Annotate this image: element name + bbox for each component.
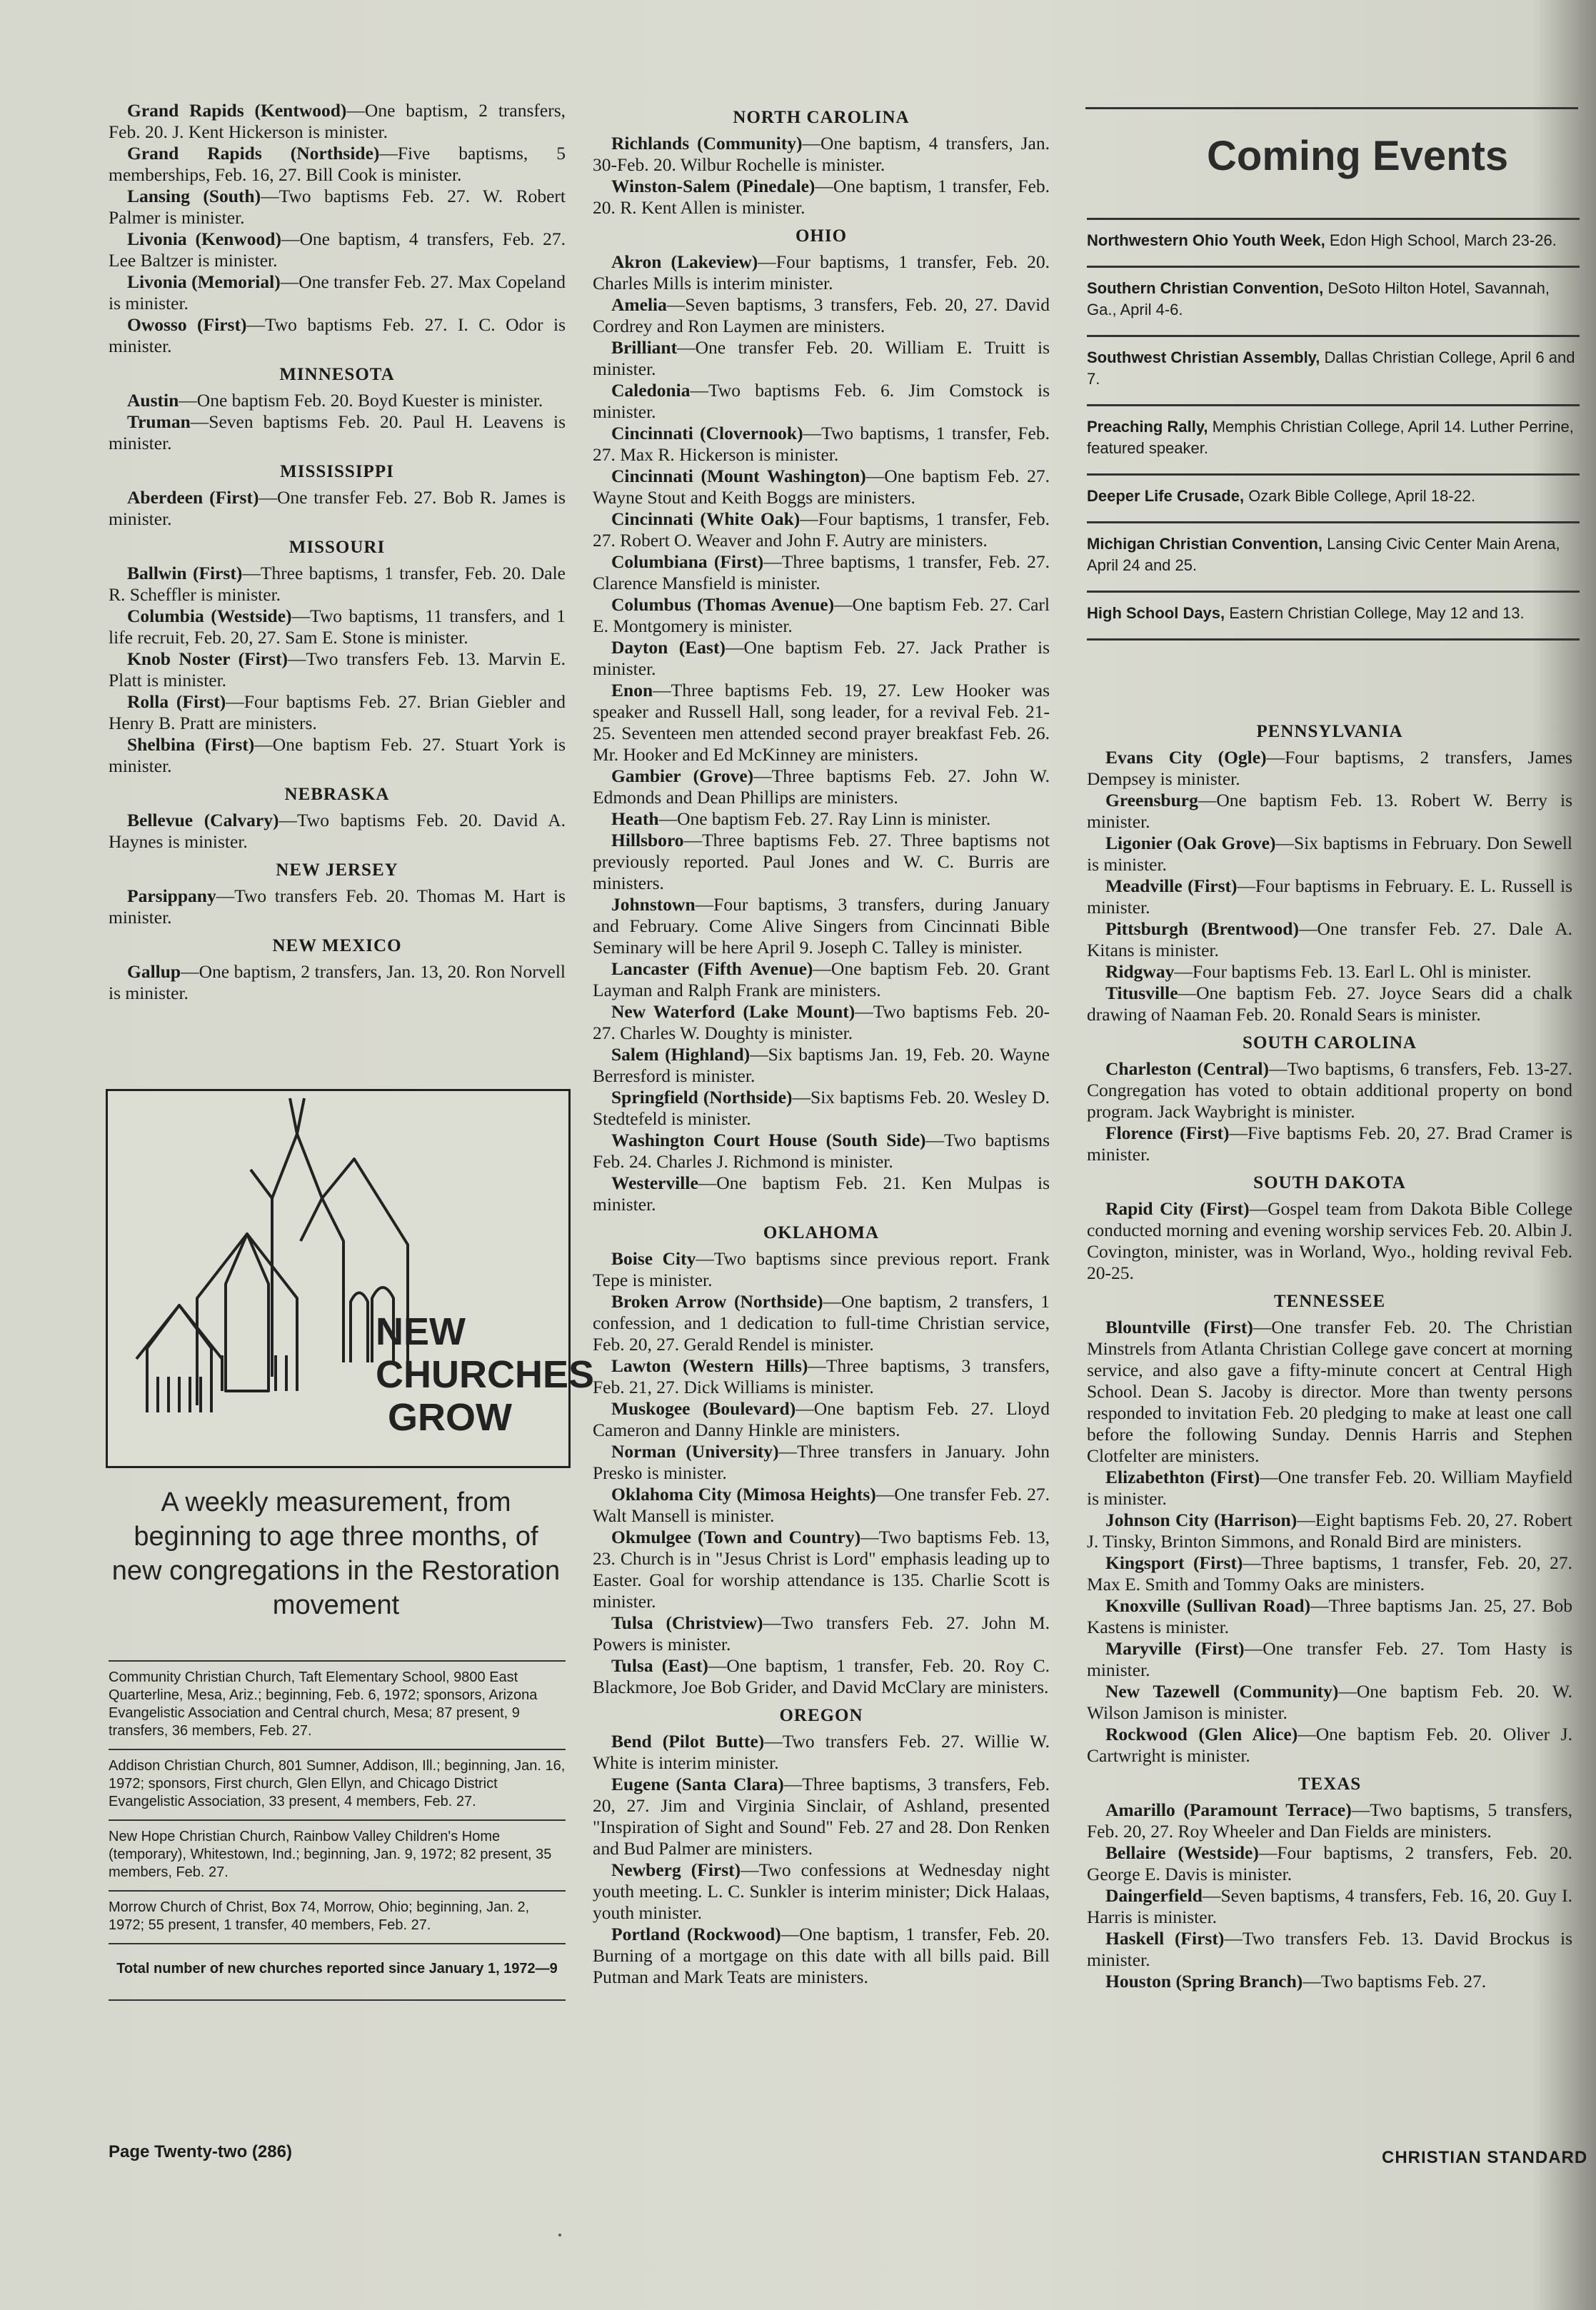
church-name: Muskogee (Boulevard)	[611, 1398, 796, 1419]
church-report-text: —Two transfers Feb. 20. Thomas M. Hart is minister.	[109, 885, 566, 928]
church-name: Cincinnati (Mount Washington)	[611, 466, 866, 486]
church-name: Livonia (Memorial)	[127, 271, 281, 292]
church-report-text: —One transfer Feb. 20. The Christian Minstrels from Atlanta Christian College gave concert at morning service, and also gave a fifty-minute concert at Central High School. Dean S. Jacoby is director. More than twenty persons responded to invitation Feb. 20 pledging to make at least one call before the following Sunday. Dennis Harris and Stephen Clotfelter are ministers.	[1087, 1317, 1572, 1466]
church-report-text: —Five baptisms Feb. 20, 27. Brad Cramer is minister.	[1087, 1123, 1572, 1165]
church-name: Pittsburgh (Brentwood)	[1105, 918, 1299, 939]
church-report	[593, 1731, 1050, 1774]
church-name: Meadville (First)	[1105, 875, 1238, 896]
church-report-text: —Three baptisms Feb. 27. Three baptisms not previously reported. Paul Jones and W. C. Burris are ministers.	[593, 830, 1050, 893]
church-name: Richlands (Community)	[611, 133, 803, 154]
church-report-text: —One baptism Feb. 20. W. Wilson Jamison is minister.	[1087, 1681, 1573, 1723]
church-name: Truman	[127, 411, 191, 432]
church-report-text: —One transfer Feb. 27. Dale A. Kitans is minister.	[1087, 918, 1573, 960]
church-report	[109, 100, 566, 143]
church-name: Johnstown	[611, 894, 696, 915]
church-report-text: —One baptism, 1 transfer, Feb. 20. R. Kent Allen is minister.	[593, 176, 1050, 218]
church-report	[109, 186, 566, 229]
church-report	[593, 294, 1050, 337]
church-report	[593, 1398, 1050, 1441]
church-name: Johnson City (Harrison)	[1105, 1510, 1298, 1530]
logo-line-2: CHURCHES	[376, 1353, 595, 1396]
church-report-text: —Two baptisms, 5 transfers, Feb. 20, 27. Roy Wheeler and Dan Fields are ministers.	[1087, 1799, 1572, 1842]
church-report	[109, 563, 566, 606]
church-report	[593, 1172, 1050, 1215]
event-item	[1087, 591, 1580, 641]
church-report-text: —One baptism Feb. 20. Oliver J. Cartwright is minister.	[1087, 1724, 1572, 1766]
event-name: Deeper Life Crusade,	[1087, 487, 1249, 505]
church-report	[109, 314, 566, 357]
church-report-text: —Two baptisms Feb. 27. W. Robert Palmer is minister.	[109, 186, 566, 228]
church-report-text: —One baptism Feb. 27. Stuart York is minister.	[109, 734, 566, 776]
state-heading: SOUTH DAKOTA	[1253, 1173, 1406, 1192]
church-report	[1087, 1638, 1572, 1681]
church-report	[593, 765, 1050, 808]
church-report-text: —Two baptisms Feb. 24. Charles J. Richmond is minister.	[593, 1130, 1050, 1172]
church-report-text: —Three baptisms, 1 transfer, Feb. 20, 27. Max E. Smith and Tommy Oaks are ministers.	[1087, 1552, 1572, 1595]
new-churches-caption: A weekly measurement, from beginning to age three months, of new congregations in the Restoration movement	[111, 1487, 561, 1620]
church-report-text: —Four baptisms in February. E. L. Russell is minister.	[1087, 875, 1572, 918]
church-report	[1087, 961, 1572, 983]
church-name: Lancaster (Fifth Avenue)	[611, 958, 813, 979]
church-report-text: —Two baptisms Feb. 6. Jim Comstock is minister.	[593, 380, 1050, 422]
new-church-item: Addison Christian Church, 801 Sumner, Addison, Ill.; beginning, Jan. 16, 1972; sponsors, First church, Glen Ellyn, and Chicago District Evangelistic Association, 33 present, 4 members, Feb. 27.	[109, 1749, 566, 1819]
church-report-text: —One transfer Feb. 20. William Mayfield is minister.	[1087, 1467, 1572, 1509]
state-heading: NEW JERSEY	[276, 860, 398, 880]
new-church-item: Community Christian Church, Taft Elementary School, 9800 East Quarterline, Mesa, Ariz.; beginning, Feb. 6, 1972; sponsors, Arizona Evangelistic Association and Central church, Mesa; 87 present, 9 transfers, 36 members, Feb. 27.	[109, 1660, 566, 1749]
church-name: Knoxville (Sullivan Road)	[1105, 1595, 1311, 1616]
church-report	[593, 1044, 1050, 1087]
church-report-text: —Four baptisms Feb. 27. Brian Giebler and Henry B. Pratt are ministers.	[109, 691, 566, 733]
church-report-text: —One baptism Feb. 20. Grant Layman and Ralph Frank are ministers.	[593, 958, 1050, 1000]
church-report-text: —One baptism Feb. 27. Lloyd Cameron and Danny Hinkle are ministers.	[593, 1398, 1050, 1440]
church-name: Cincinnati (Clovernook)	[611, 423, 803, 443]
state-heading: NEBRASKA	[284, 785, 390, 804]
church-report-text: —Two confessions at Wednesday night youth meeting. L. C. Sunkler is interim minister; Dick Halaas, youth minister.	[593, 1859, 1050, 1923]
state-heading: OHIO	[795, 226, 848, 246]
event-name: High School Days,	[1087, 604, 1230, 622]
event-detail: Ozark Bible College, April 18-22.	[1248, 487, 1476, 505]
state-heading: NEW MEXICO	[272, 936, 402, 955]
church-name: New Tazewell (Community)	[1105, 1681, 1339, 1702]
event-name: Northwestern Ohio Youth Week,	[1087, 231, 1330, 249]
church-report-text: —Two baptisms, 11 transfers, and 1 life recruit, Feb. 20, 27. Sam E. Stone is minister.	[109, 606, 566, 648]
church-name: New Waterford (Lake Mount)	[611, 1001, 855, 1022]
church-report-text: —Seven baptisms Feb. 20. Paul H. Leavens is minister.	[109, 411, 566, 453]
church-name: Daingerfield	[1105, 1885, 1203, 1906]
church-name: Tulsa (Christview)	[611, 1612, 763, 1633]
church-report-text: —Two baptisms Feb. 20. David A. Haynes is minister.	[109, 810, 566, 852]
church-name: Enon	[611, 680, 653, 700]
church-name: Ridgway	[1105, 961, 1175, 982]
church-report	[593, 1484, 1050, 1527]
church-name: Livonia (Kenwood)	[127, 229, 281, 249]
state-heading: TENNESSEE	[1273, 1292, 1386, 1311]
church-name: Parsippany	[127, 885, 216, 906]
new-church-item: New Hope Christian Church, Rainbow Valley Children's Home (temporary), Whitestown, Ind.; beginning, Jan. 9, 1972; 82 present, 35 members, Feb. 27.	[109, 1819, 566, 1890]
church-name: Dayton (East)	[611, 637, 726, 658]
page-number: Page Twenty-two (286)	[109, 2142, 292, 2161]
church-report	[593, 551, 1050, 594]
church-report-text: —Four baptisms, 1 transfer, Feb. 27. Robert O. Weaver and John F. Autry are ministers.	[593, 508, 1050, 551]
church-report	[109, 810, 566, 853]
church-report	[593, 1001, 1050, 1044]
event-item	[1087, 266, 1580, 335]
church-report-text: —Four baptisms, 2 transfers, Feb. 20. George E. Davis is minister.	[1087, 1842, 1573, 1884]
church-report-text: —One baptism Feb. 27. Carl E. Montgomery is minister.	[593, 594, 1050, 636]
church-name: Gambier (Grove)	[611, 765, 754, 786]
logo-line-1: NEW	[376, 1310, 466, 1353]
church-report	[593, 594, 1050, 637]
church-name: Grand Rapids (Kentwood)	[127, 100, 347, 121]
church-report	[593, 1355, 1050, 1398]
church-name: Grand Rapids (Northside)	[127, 143, 380, 164]
event-name: Michigan Christian Convention,	[1087, 535, 1328, 553]
church-report	[593, 251, 1050, 294]
church-name: Maryville (First)	[1105, 1638, 1245, 1659]
column-right	[1087, 714, 1572, 1992]
church-report	[1087, 1058, 1572, 1123]
church-report	[109, 691, 566, 734]
church-report	[593, 808, 1050, 830]
church-report-text: —Four baptisms, 3 transfers, during January and February. Come Alive Singers from Cincinnati Bible Seminary will be here April 9. Joseph C. Talley is minister.	[593, 894, 1050, 958]
church-report-text: —Four baptisms, 2 transfers, James Dempsey is minister.	[1087, 747, 1572, 789]
church-name: Owosso (First)	[127, 314, 247, 335]
church-report-text: —One baptism, 4 transfers, Feb. 27. Lee Baltzer is minister.	[109, 229, 566, 271]
church-report-text: —Two baptisms since previous report. Frank Tepe is minister.	[593, 1248, 1050, 1290]
church-name: Springfield (Northside)	[611, 1087, 793, 1108]
church-report-text: —Six baptisms Feb. 20. Wesley D. Stedtefeld is minister.	[593, 1087, 1050, 1129]
church-name: Broken Arrow (Northside)	[611, 1291, 823, 1312]
church-report	[593, 337, 1050, 380]
church-report-text: —One baptism Feb. 20. Boyd Kuester is minister.	[179, 390, 543, 411]
church-report-text: —One baptism Feb. 27. Ray Linn is minister.	[658, 808, 991, 829]
event-name: Southern Christian Convention,	[1087, 279, 1328, 297]
church-name: Columbia (Westside)	[127, 606, 292, 626]
state-heading: SOUTH CAROLINA	[1243, 1033, 1417, 1053]
church-report-text: —Two baptisms Feb. 27.	[1303, 1971, 1487, 1992]
coming-events-title: Coming Events	[1207, 133, 1509, 179]
church-name: Portland (Rockwood)	[611, 1924, 781, 1944]
state-heading: MINNESOTA	[279, 365, 395, 384]
event-name: Southwest Christian Assembly,	[1087, 348, 1325, 366]
church-name: Evans City (Ogle)	[1105, 747, 1267, 768]
church-report-text: —Seven baptisms, 3 transfers, Feb. 20, 27. David Cordrey and Ron Laymen are ministers.	[593, 294, 1050, 336]
church-report	[1087, 747, 1572, 790]
church-name: Washington Court House (South Side)	[611, 1130, 926, 1150]
coming-events-list	[1087, 218, 1580, 641]
church-report	[1087, 1842, 1572, 1885]
church-name: Kingsport (First)	[1105, 1552, 1243, 1573]
church-report-text: —Five baptisms, 5 memberships, Feb. 16, 27. Bill Cook is minister.	[109, 143, 566, 185]
church-report-text: —Three baptisms Feb. 27. John W. Edmonds and Dean Phillips are ministers.	[593, 765, 1050, 808]
event-detail: DeSoto Hilton Hotel, Savannah, Ga., April 4-6.	[1087, 279, 1550, 318]
church-report	[593, 1130, 1050, 1172]
speck	[558, 2234, 561, 2236]
church-report-text: —One baptism, 2 transfers, Feb. 20. J. Kent Hickerson is minister.	[109, 100, 566, 142]
state-heading: NORTH CAROLINA	[733, 108, 910, 127]
church-name: Florence (First)	[1105, 1123, 1230, 1143]
church-name: Westerville	[611, 1172, 698, 1193]
church-name: Knob Noster (First)	[127, 648, 288, 669]
column-middle	[593, 100, 1050, 1988]
event-detail: Lansing Civic Center Main Arena, April 24 and 25.	[1087, 535, 1560, 574]
logo-line-3: GROW	[388, 1396, 512, 1439]
church-report	[1087, 1317, 1572, 1467]
church-report	[593, 1248, 1050, 1291]
new-churches-list	[109, 1660, 566, 2001]
church-report-text: —One baptism, 2 transfers, 1 confession, and 1 dedication to full-time Christian service, Feb. 20, 27. Gerald Rendel is minister.	[593, 1291, 1050, 1355]
church-report	[1087, 875, 1572, 918]
church-report	[109, 606, 566, 648]
church-name: Blountville (First)	[1105, 1317, 1253, 1337]
church-report	[1087, 1467, 1572, 1510]
church-report-text: —One baptism Feb. 21. Ken Mulpas is minister.	[593, 1172, 1050, 1215]
church-report	[1087, 1595, 1572, 1638]
church-report-text: —One baptism Feb. 27. Jack Prather is minister.	[593, 637, 1050, 679]
church-name: Columbus (Thomas Avenue)	[611, 594, 835, 615]
event-item	[1087, 404, 1580, 473]
church-report	[593, 894, 1050, 958]
event-item	[1087, 335, 1580, 404]
event-detail: Edon High School, March 23-26.	[1329, 231, 1557, 249]
church-report	[1087, 983, 1572, 1025]
church-report	[593, 1612, 1050, 1655]
church-report-text: —Three baptisms, 1 transfer, Feb. 27. Clarence Mansfield is minister.	[593, 551, 1050, 593]
church-report	[1087, 1510, 1572, 1552]
church-report-text: —Three baptisms, 3 transfers, Feb. 21, 27. Dick Williams is minister.	[593, 1355, 1050, 1397]
church-report-text: —Two baptisms Feb. 13, 23. Church is in "Jesus Christ is Lord" emphasis leading up to Easter. Goal for worship attendance is 135. Charlie Scott is minister.	[593, 1527, 1050, 1612]
event-detail: Eastern Christian College, May 12 and 13.	[1229, 604, 1525, 622]
churches-illustration	[108, 1091, 595, 1466]
church-report	[109, 648, 566, 691]
church-report-text: —Eight baptisms Feb. 20, 27. Robert J. Tinsky, Brinton Simmons, and Ronald Bird are ministers.	[1087, 1510, 1572, 1552]
church-report-text: —One baptism Feb. 27. Joyce Sears did a chalk drawing of Naaman Feb. 20. Ronald Sears is minister.	[1087, 983, 1572, 1025]
church-report	[593, 1441, 1050, 1484]
church-report	[593, 1924, 1050, 1988]
church-name: Ballwin (First)	[127, 563, 243, 583]
church-name: Greensburg	[1105, 790, 1198, 810]
church-name: Heath	[611, 808, 659, 829]
church-name: Bend (Pilot Butte)	[611, 1731, 765, 1752]
church-report-text: —One transfer Feb. 27. Tom Hasty is minister.	[1087, 1638, 1572, 1680]
church-report-text: —Two transfers Feb. 27. Willie W. White is interim minister.	[593, 1731, 1050, 1773]
event-detail: Dallas Christian College, April 6 and 7.	[1087, 348, 1575, 388]
church-report	[593, 176, 1050, 219]
church-report	[1087, 1123, 1572, 1165]
church-name: Ligonier (Oak Grove)	[1105, 833, 1276, 853]
church-name: Okmulgee (Town and Country)	[611, 1527, 861, 1547]
church-name: Oklahoma City (Mimosa Heights)	[611, 1484, 876, 1505]
church-name: Rapid City (First)	[1105, 1198, 1250, 1219]
church-report-text: —One baptism, 1 transfer, Feb. 20. Burning of a mortgage on this date with all bills paid. Bill Putman and Mark Teats are ministers.	[593, 1924, 1050, 1987]
state-heading: PENNSYLVANIA	[1256, 722, 1403, 741]
church-report	[109, 734, 566, 777]
church-report	[109, 961, 566, 1004]
church-report	[1087, 1885, 1572, 1928]
church-report	[593, 1774, 1050, 1859]
church-name: Salem (Highland)	[611, 1044, 751, 1065]
church-report-text: —Two baptisms, 1 transfer, Feb. 27. Max R. Hickerson is minister.	[593, 423, 1050, 465]
new-churches-grow-logo	[106, 1089, 595, 1468]
church-name: Aberdeen (First)	[127, 487, 259, 508]
church-report-text: —Four baptisms Feb. 13. Earl L. Ohl is minister.	[1174, 961, 1532, 982]
church-name: Amelia	[611, 294, 667, 315]
church-report	[109, 143, 566, 186]
church-name: Titusville	[1105, 983, 1178, 1003]
state-heading: MISSOURI	[288, 538, 386, 557]
church-name: Shelbina (First)	[127, 734, 255, 755]
church-name: Bellevue (Calvary)	[127, 810, 279, 830]
church-name: Bellaire (Westside)	[1105, 1842, 1259, 1863]
event-item	[1087, 521, 1580, 591]
church-name: Cincinnati (White Oak)	[611, 508, 800, 529]
church-report	[1087, 1198, 1572, 1284]
church-report-text: —Two baptisms, 6 transfers, Feb. 13-27. Congregation has voted to obtain additional property on bond program. Jack Waybright is minister.	[1087, 1058, 1572, 1122]
church-report	[1087, 1799, 1572, 1842]
church-report	[593, 1655, 1050, 1698]
coming-events-rule	[1085, 107, 1578, 109]
church-report-text: —Seven baptisms, 4 transfers, Feb. 16, 20. Guy I. Harris is minister.	[1087, 1885, 1572, 1927]
church-report	[593, 1291, 1050, 1355]
new-churches-total: Total number of new churches reported since January 1, 1972—9	[109, 1943, 566, 2001]
church-report	[1087, 1552, 1572, 1595]
church-report	[109, 229, 566, 271]
church-report-text: —Two baptisms Feb. 20-27. Charles W. Doughty is minister.	[593, 1001, 1050, 1043]
church-report-text: —One baptism, 4 transfers, Jan. 30-Feb. 20. Wilbur Rochelle is minister.	[593, 133, 1050, 175]
church-report	[109, 390, 566, 411]
church-report	[593, 1527, 1050, 1612]
church-report	[593, 466, 1050, 508]
church-name: Charleston (Central)	[1105, 1058, 1269, 1079]
church-report-text: —Three transfers in January. John Presko is minister.	[593, 1441, 1050, 1483]
church-name: Elizabethton (First)	[1105, 1467, 1260, 1487]
church-report-text: —One transfer Feb. 27. Walt Mansell is minister.	[593, 1484, 1050, 1526]
church-report	[1087, 1971, 1572, 1992]
church-report	[109, 411, 566, 454]
church-report	[1087, 1681, 1572, 1724]
publication-name: CHRISTIAN STANDARD	[1382, 2148, 1588, 2167]
church-name: Caledonia	[611, 380, 691, 401]
church-report	[1087, 790, 1572, 833]
church-name: Austin	[127, 390, 179, 411]
church-report-text: —One baptism Feb. 27. Wayne Stout and Keith Boggs are ministers.	[593, 466, 1050, 508]
church-name: Akron (Lakeview)	[611, 251, 758, 272]
church-report	[593, 423, 1050, 466]
church-report-text: —Two transfers Feb. 13. David Brockus is minister.	[1087, 1928, 1572, 1970]
church-report-text: —Three baptisms, 3 transfers, Feb. 20, 27. Jim and Virginia Sinclair, of Ashland, presented "Inspiration of Sight and Sound" Feb. 27 and 28. Don Renken and Bud Palmer are ministers.	[593, 1774, 1050, 1859]
church-report-text: —One transfer Feb. 20. William E. Truitt is minister.	[593, 337, 1050, 379]
state-heading: OKLAHOMA	[763, 1223, 880, 1242]
church-name: Tulsa (East)	[611, 1655, 708, 1676]
church-name: Newberg (First)	[611, 1859, 741, 1880]
church-report	[593, 380, 1050, 423]
new-church-item: Morrow Church of Christ, Box 74, Morrow, Ohio; beginning, Jan. 2, 1972; 55 present, 1 transfer, 40 members, Feb. 27.	[109, 1890, 566, 1943]
church-report	[109, 271, 566, 314]
church-report	[593, 508, 1050, 551]
column-left	[109, 100, 566, 1004]
church-name: Amarillo (Paramount Terrace)	[1105, 1799, 1352, 1820]
church-report-text: —Two baptisms Feb. 27. I. C. Odor is minister.	[109, 314, 566, 356]
church-report-text: —Three baptisms Feb. 19, 27. Lew Hooker was speaker and Russell Hall, song leader, for a revival Feb. 21-25. Seventeen men attended second prayer breakfast Feb. 26. Mr. Hooker and Ed McKinney are ministers.	[593, 680, 1050, 765]
church-name: Gallup	[127, 961, 181, 982]
church-report-text: —One baptism, 2 transfers, Jan. 13, 20. Ron Norvell is minister.	[109, 961, 566, 1003]
church-report-text: —Two transfers Feb. 27. John M. Powers is minister.	[593, 1612, 1050, 1654]
church-report-text: —Two transfers Feb. 13. Marvin E. Platt is minister.	[109, 648, 566, 691]
church-name: Boise City	[611, 1248, 696, 1269]
church-report	[593, 958, 1050, 1001]
church-report	[1087, 1928, 1572, 1971]
church-report	[1087, 833, 1572, 875]
church-name: Rolla (First)	[127, 691, 226, 712]
church-report	[1087, 1724, 1572, 1767]
church-report-text: —Six baptisms in February. Don Sewell is minister.	[1087, 833, 1573, 875]
church-report	[593, 830, 1050, 894]
church-name: Eugene (Santa Clara)	[611, 1774, 784, 1794]
church-report-text: —One transfer Feb. 27. Bob R. James is minister.	[109, 487, 566, 529]
church-name: Lawton (Western Hills)	[611, 1355, 808, 1376]
event-item	[1087, 473, 1580, 521]
church-report-text: —Four baptisms, 1 transfer, Feb. 20. Charles Mills is interim minister.	[593, 251, 1050, 293]
state-heading: OREGON	[779, 1706, 863, 1725]
church-name: Hillsboro	[611, 830, 684, 850]
church-report	[593, 1859, 1050, 1924]
church-name: Norman (University)	[611, 1441, 779, 1462]
church-report	[1087, 918, 1572, 961]
church-report	[593, 680, 1050, 765]
church-name: Columbiana (First)	[611, 551, 764, 572]
state-heading: MISSISSIPPI	[280, 462, 394, 481]
church-report	[109, 487, 566, 530]
church-name: Rockwood (Glen Alice)	[1105, 1724, 1298, 1744]
event-name: Preaching Rally,	[1087, 418, 1213, 436]
church-report-text: —One baptism, 1 transfer, Feb. 20. Roy C. Blackmore, Joe Bob Grider, and David McClary are ministers.	[593, 1655, 1050, 1697]
church-report	[593, 637, 1050, 680]
church-report-text: —Gospel team from Dakota Bible College conducted morning and evening worship services Feb. 20. Albin J. Covington, minister, was in Worland, Wyo., holding revival Feb. 20-25.	[1087, 1198, 1573, 1283]
church-report	[593, 133, 1050, 176]
church-report	[109, 885, 566, 928]
church-name: Haskell (First)	[1105, 1928, 1225, 1949]
church-name: Brilliant	[611, 337, 678, 358]
church-report-text: —Six baptisms Jan. 19, Feb. 20. Wayne Berresford is minister.	[593, 1044, 1050, 1086]
church-report-text: —Three baptisms Jan. 25, 27. Bob Kastens is minister.	[1087, 1595, 1572, 1637]
church-name: Winston-Salem (Pinedale)	[611, 176, 815, 196]
church-report-text: —One baptism Feb. 13. Robert W. Berry is minister.	[1087, 790, 1572, 832]
church-report-text: —Three baptisms, 1 transfer, Feb. 20. Dale R. Scheffler is minister.	[109, 563, 566, 605]
church-name: Houston (Spring Branch)	[1105, 1971, 1303, 1992]
church-name: Lansing (South)	[127, 186, 261, 206]
church-report-text: —One transfer Feb. 27. Max Copeland is minister.	[109, 271, 566, 313]
state-heading: TEXAS	[1298, 1774, 1362, 1794]
event-item	[1087, 218, 1580, 266]
church-report	[593, 1087, 1050, 1130]
event-detail: Memphis Christian College, April 14. Luther Perrine, featured speaker.	[1087, 418, 1574, 457]
